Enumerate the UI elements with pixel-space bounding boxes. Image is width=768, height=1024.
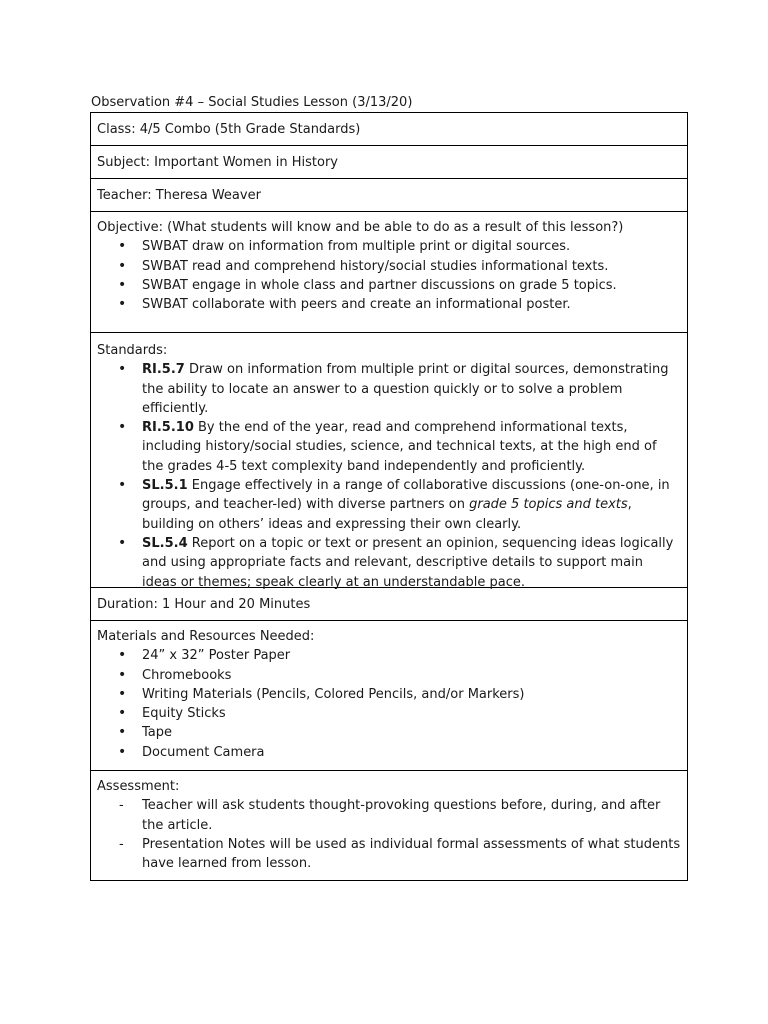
duration-row bbox=[91, 588, 687, 621]
standard-code: SL.5.4 bbox=[142, 535, 188, 551]
material-item: • Tape bbox=[97, 723, 681, 742]
standard-item bbox=[97, 476, 681, 534]
standard-text: Draw on information from multiple print or digital sources, demonstrating the ability to locate an answer to a question quickly or to solve a problem efficiently. bbox=[142, 362, 669, 416]
standard-item bbox=[97, 418, 681, 476]
standard-text-italic: grade 5 topics and texts bbox=[469, 497, 628, 513]
standard-text: Engage effectively in a range of collaborative discussions (one-on-one, in groups, and teacher-led) with diverse partners on bbox=[142, 478, 670, 513]
assessment-row bbox=[91, 771, 687, 880]
standard-item bbox=[97, 360, 681, 418]
materials-list bbox=[97, 646, 681, 762]
subject-row bbox=[91, 146, 687, 179]
duration-text: Duration: 1 Hour and 20 Minutes bbox=[97, 597, 311, 612]
material-item: • 24” x 32” Poster Paper bbox=[97, 646, 681, 665]
objective-list bbox=[97, 237, 681, 314]
standard-text: Report on a topic or text or present an opinion, sequencing ideas logically and using appropriate facts and relevant, descriptive details to support main ideas or themes; speak clearly at an understandable pace. bbox=[142, 535, 674, 590]
objective-item: • SWBAT engage in whole class and partner discussions on grade 5 topics. bbox=[97, 276, 681, 295]
materials-row bbox=[91, 621, 687, 771]
class-text: Class: 4/5 Combo (5th Grade Standards) bbox=[97, 122, 361, 137]
teacher-row bbox=[91, 179, 687, 212]
subject-text: Subject: Important Women in History bbox=[97, 155, 339, 170]
document-title: Observation #4 – Social Studies Lesson (3/13/20) bbox=[91, 95, 413, 110]
standards-heading: Standards: bbox=[97, 343, 168, 358]
assessment-item: - Presentation Notes will be used as individual formal assessments of what students have learned from lesson. bbox=[97, 835, 681, 874]
objective-heading: Objective: (What students will know and be able to do as a result of this lesson?) bbox=[97, 220, 624, 235]
assessment-list bbox=[97, 796, 681, 873]
standard-code: RI.5.7 bbox=[142, 362, 185, 378]
teacher-text: Teacher: Theresa Weaver bbox=[97, 188, 261, 203]
objective-item: • SWBAT draw on information from multiple print or digital sources. bbox=[97, 237, 681, 256]
assessment-item: - Teacher will ask students thought-provoking questions before, during, and after the article. bbox=[97, 796, 681, 835]
material-item: • Equity Sticks bbox=[97, 704, 681, 723]
objective-row bbox=[91, 212, 687, 333]
lesson-plan-table bbox=[90, 112, 688, 881]
material-item: • Document Camera bbox=[97, 743, 681, 762]
standards-row bbox=[91, 333, 687, 588]
assessment-heading: Assessment: bbox=[97, 779, 180, 794]
objective-item: • SWBAT collaborate with peers and create an informational poster. bbox=[97, 295, 681, 314]
material-item: • Writing Materials (Pencils, Colored Pencils, and/or Markers) bbox=[97, 685, 681, 704]
standard-text: , building on others’ ideas and expressing their own clearly. bbox=[142, 497, 632, 532]
standards-list bbox=[97, 360, 681, 592]
materials-heading: Materials and Resources Needed: bbox=[97, 629, 315, 644]
standard-text: By the end of the year, read and comprehend informational texts, including history/social studies, science, and technical texts, at the high end of the grades 4-5 text complexity band independently and proficiently. bbox=[142, 420, 657, 474]
standard-code: SL.5.1 bbox=[142, 478, 188, 494]
objective-item: • SWBAT read and comprehend history/social studies informational texts. bbox=[97, 257, 681, 276]
material-item: • Chromebooks bbox=[97, 666, 681, 685]
standard-item bbox=[97, 534, 681, 592]
class-row bbox=[91, 113, 687, 146]
standard-code: RI.5.10 bbox=[142, 420, 194, 436]
